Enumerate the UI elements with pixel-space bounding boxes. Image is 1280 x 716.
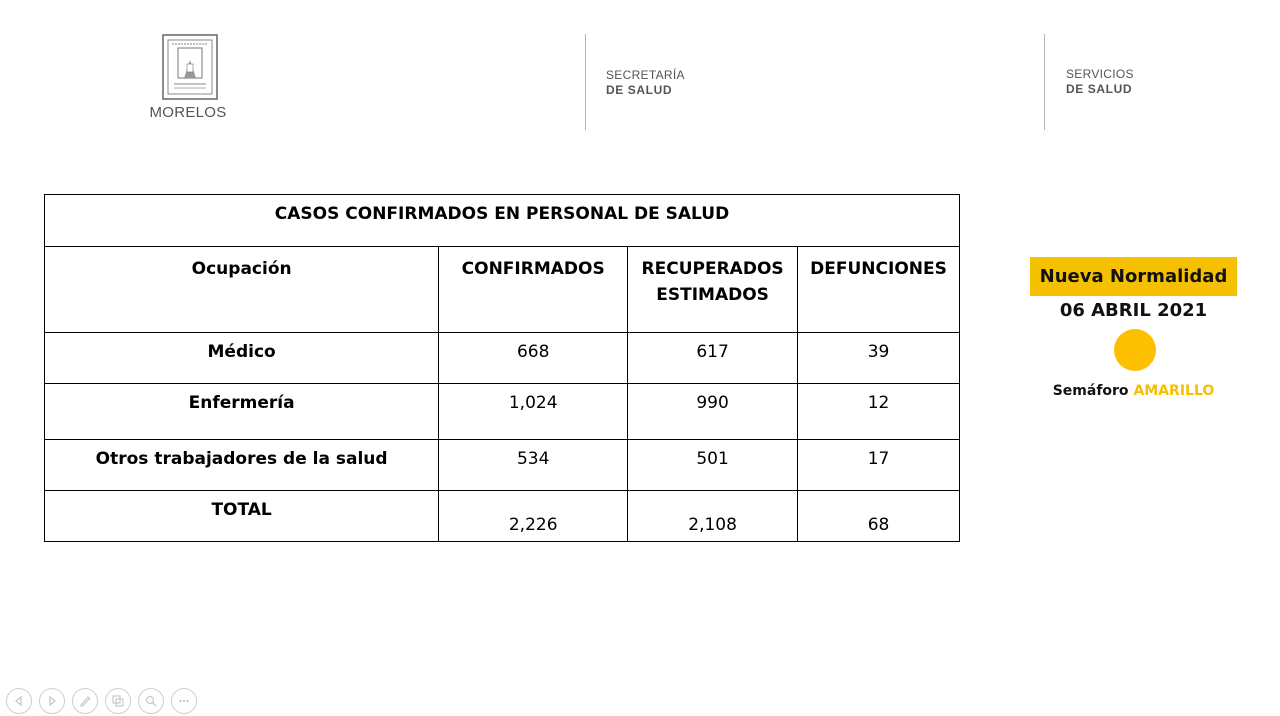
header-recovered-line1: RECUPERADOS <box>641 259 784 279</box>
more-icon <box>177 694 191 708</box>
confirmed-cell: 1,024 <box>439 384 628 440</box>
header-occupation: Ocupación <box>45 247 439 333</box>
semaforo-status <box>1030 383 1237 399</box>
total-deaths: 68 <box>798 491 960 542</box>
pen-icon <box>78 694 92 708</box>
table-row <box>45 333 960 384</box>
org1-line1: SECRETARÍA <box>606 68 685 82</box>
servicios-salud-label <box>1066 67 1134 97</box>
more-options-button[interactable] <box>171 688 197 714</box>
confirmed-cell: 534 <box>439 440 628 491</box>
recovered-cell: 501 <box>628 440 798 491</box>
slides-button[interactable] <box>105 688 131 714</box>
total-label: TOTAL <box>45 491 439 542</box>
confirmed-cell: 668 <box>439 333 628 384</box>
deaths-cell: 17 <box>798 440 960 491</box>
nueva-normalidad-badge: Nueva Normalidad <box>1030 257 1237 296</box>
logo-name: MORELOS <box>149 104 227 121</box>
header-confirmed: CONFIRMADOS <box>439 247 628 333</box>
next-icon <box>45 694 59 708</box>
pen-button[interactable] <box>72 688 98 714</box>
secretaria-salud-label <box>606 68 685 98</box>
semaforo-label: Semáforo <box>1052 383 1129 399</box>
table-row <box>45 440 960 491</box>
header-divider <box>585 34 586 130</box>
recovered-cell: 990 <box>628 384 798 440</box>
recovered-cell: 617 <box>628 333 798 384</box>
occupation-cell: Otros trabajadores de la salud <box>45 440 439 491</box>
occupation-cell: Enfermería <box>45 384 439 440</box>
header-divider <box>1044 34 1045 130</box>
previous-icon <box>12 694 26 708</box>
semaforo-color-name: AMARILLO <box>1133 383 1215 399</box>
table-title: CASOS CONFIRMADOS EN PERSONAL DE SALUD <box>45 195 960 247</box>
slideshow-controls <box>6 688 197 714</box>
header-deaths: DEFUNCIONES <box>798 247 960 333</box>
header-recovered-line2: ESTIMADOS <box>656 285 769 305</box>
previous-slide-button[interactable] <box>6 688 32 714</box>
zoom-icon <box>144 694 158 708</box>
table-header-row <box>45 247 960 333</box>
header-recovered <box>628 247 798 333</box>
total-confirmed: 2,226 <box>439 491 628 542</box>
org1-line2: DE SALUD <box>606 83 673 97</box>
table-total-row <box>45 491 960 542</box>
org2-line1: SERVICIOS <box>1066 67 1134 81</box>
occupation-cell: Médico <box>45 333 439 384</box>
morelos-seal-icon <box>162 34 218 100</box>
slides-icon <box>111 694 125 708</box>
cases-table <box>44 194 960 542</box>
zoom-button[interactable] <box>138 688 164 714</box>
org2-line2: DE SALUD <box>1066 82 1133 96</box>
next-slide-button[interactable] <box>39 688 65 714</box>
semaforo-indicator <box>1114 329 1156 371</box>
table-row <box>45 384 960 440</box>
total-recovered: 2,108 <box>628 491 798 542</box>
report-date: 06 ABRIL 2021 <box>1059 300 1208 321</box>
deaths-cell: 39 <box>798 333 960 384</box>
deaths-cell: 12 <box>798 384 960 440</box>
